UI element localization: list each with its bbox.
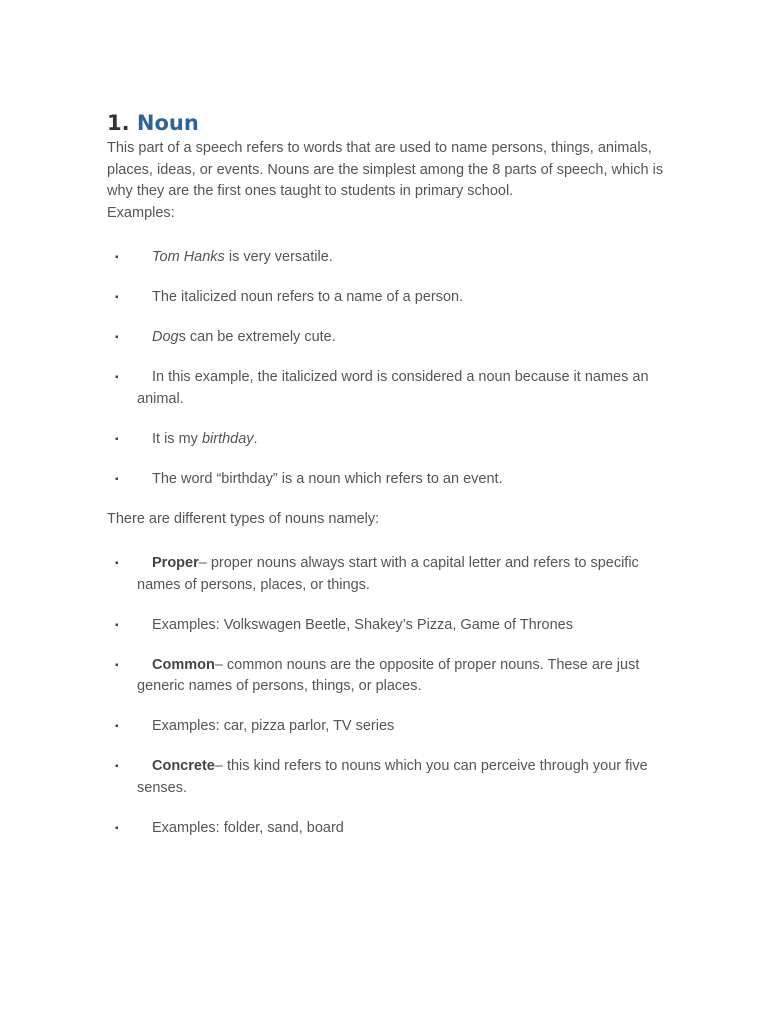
bullet-icon: ▪ [115, 721, 119, 732]
bullet-icon: ▪ [115, 659, 119, 671]
list-item: ▪ Tom Hanks is very versatile. [107, 247, 667, 269]
bullet-icon: ▪ [115, 292, 119, 303]
bullet-icon: ▪ [115, 558, 119, 569]
italic-noun: Tom Hanks [152, 249, 225, 265]
list-item: ▪ Proper– proper nouns always start with a capital letter and refers to specific names of persons, places, or things. [115, 555, 639, 593]
list-item: ▪ Examples: folder, sand, board [107, 818, 667, 840]
italic-noun: Dog [152, 329, 179, 345]
heading-number: 1. [107, 111, 130, 135]
bullet-icon: ▪ [115, 252, 119, 263]
noun-type-term: Concrete [152, 758, 215, 774]
noun-type-term: Proper [152, 555, 199, 571]
list-item: ▪ It is my birthday. [107, 429, 667, 451]
italic-noun: birthday [201, 430, 254, 447]
list-item: ▪ Dogs can be extremely cute. [107, 327, 667, 349]
list-item: ▪ Common– common nouns are the opposite of proper nouns. These are just generic names of persons, things, or places. [115, 656, 640, 694]
bullet-icon: ▪ [115, 433, 119, 445]
list-item: ▪ Examples: Volkswagen Beetle, Shakey’s Pizza, Game of Thrones [107, 615, 667, 637]
bullet-icon: ▪ [115, 372, 119, 383]
heading-title: Noun [136, 111, 199, 135]
section-heading [107, 108, 667, 138]
bullet-icon: ▪ [115, 822, 119, 834]
list-item: ▪ The italicized noun refers to a name of a person. [107, 287, 667, 309]
noun-types-list [107, 553, 667, 839]
document-page [107, 108, 667, 858]
examples-label: Examples: [107, 204, 175, 221]
types-intro-paragraph: There are different types of nouns namely: [107, 510, 380, 527]
list-item: ▪ In this example, the italicized word is considered a noun because it names an animal. [115, 369, 649, 407]
intro-paragraph: This part of a speech refers to words that are used to name persons, things, animals, places, ideas, or events. Nouns are the simplest among the 8 parts of speech, which is why they are the first ones taught to students in primary school. [107, 140, 664, 199]
list-item: ▪ The word “birthday” is a noun which refers to an event. [107, 469, 667, 491]
noun-type-term: Common [152, 656, 215, 673]
bullet-icon: ▪ [115, 619, 119, 631]
bullet-icon: ▪ [115, 473, 119, 485]
examples-list [107, 247, 667, 490]
bullet-icon: ▪ [115, 761, 119, 772]
list-item: ▪ Concrete– this kind refers to nouns which you can perceive through your five senses. [115, 758, 648, 796]
list-item: ▪ Examples: car, pizza parlor, TV series [107, 716, 667, 738]
bullet-icon: ▪ [115, 332, 119, 343]
